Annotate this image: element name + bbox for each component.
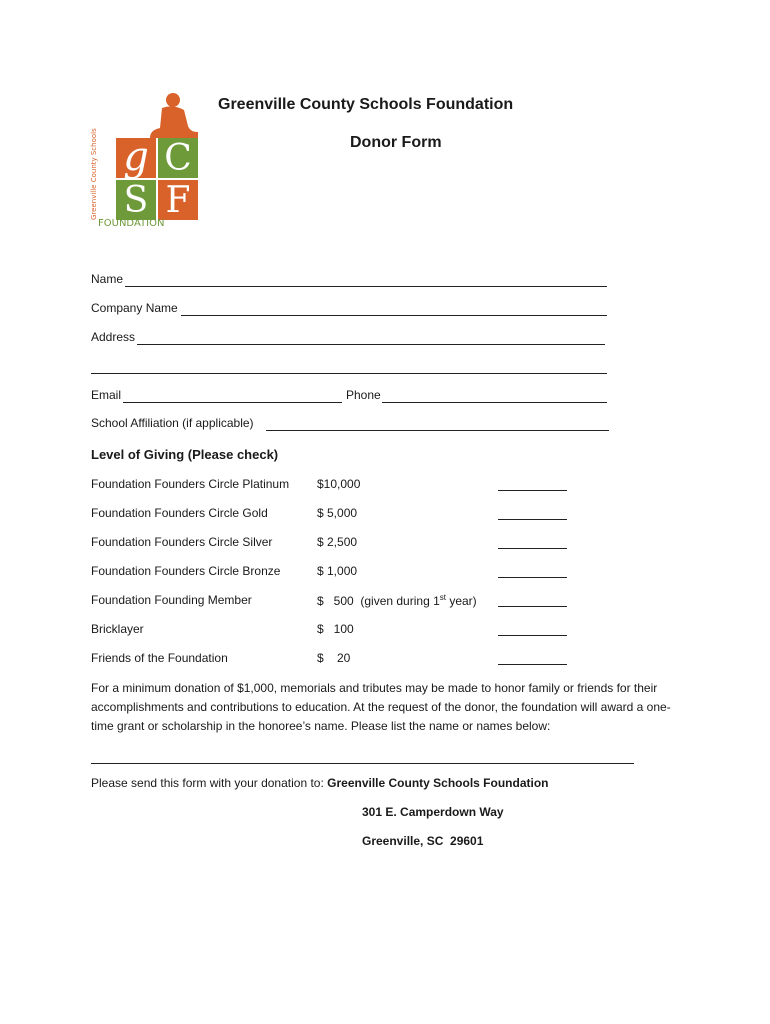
tier-name: Foundation Founders Circle Bronze — [91, 564, 281, 578]
tier-amount: $ 5,000 — [317, 506, 358, 520]
honoree-names-line[interactable] — [91, 763, 634, 764]
logo-letter-c: C — [164, 138, 192, 179]
tier-amount-founding — [317, 593, 477, 608]
tier-check-line[interactable] — [498, 635, 567, 636]
tier-amount: $ 1,000 — [317, 564, 358, 578]
send-street: 301 E. Camperdown Way — [362, 805, 504, 819]
tier-check-line[interactable] — [498, 606, 567, 607]
tier-check-line[interactable] — [498, 664, 567, 665]
name-label: Name — [91, 272, 124, 286]
phone-label: Phone — [346, 388, 381, 402]
address-label: Address — [91, 330, 136, 344]
gcsf-logo — [80, 92, 205, 230]
send-line — [91, 776, 549, 790]
name-line[interactable] — [125, 286, 607, 287]
logo-letter-g: g — [123, 134, 149, 180]
logo-letter-f: F — [165, 180, 191, 221]
memorial-paragraph: For a minimum donation of $1,000, memorials and tributes may be made to honor family or friends for their accomplishments and contributions to education. At the request of the donor, the foundation will award a one-time grant or scholarship in the honoree’s name. Please list the name or names below: — [91, 681, 671, 733]
tier-name: Foundation Founders Circle Gold — [91, 506, 268, 520]
ordinal-suffix: st — [439, 593, 446, 602]
form-subtitle: Donor Form — [350, 134, 442, 151]
giving-heading: Level of Giving (Please check) — [91, 447, 279, 462]
tier-check-line[interactable] — [498, 490, 567, 491]
tier-amount: $10,000 — [317, 477, 361, 491]
phone-line[interactable] — [382, 402, 607, 403]
tier-name: Bricklayer — [91, 622, 144, 636]
email-line[interactable] — [123, 402, 342, 403]
tier-name: Foundation Founders Circle Silver — [91, 535, 273, 549]
email-label: Email — [91, 388, 122, 402]
tier-amount: $ 20 — [317, 651, 351, 665]
tier-check-line[interactable] — [498, 577, 567, 578]
send-prefix: Please send this form with your donation to: — [91, 776, 324, 790]
tier-amount: $ 2,500 — [317, 535, 358, 549]
tier-amount-tail: year) — [445, 594, 477, 608]
tier-amount: $ 100 — [317, 622, 354, 636]
tier-name: Foundation Founders Circle Platinum — [91, 477, 290, 491]
school-line[interactable] — [266, 430, 609, 431]
form-title: Greenville County Schools Foundation — [218, 96, 514, 113]
logo-side-text: Greenville County Schools — [90, 128, 98, 220]
company-line[interactable] — [181, 315, 607, 316]
tier-name: Friends of the Foundation — [91, 651, 228, 665]
tier-check-line[interactable] — [498, 519, 567, 520]
address-line[interactable] — [137, 344, 605, 345]
tier-amount: $ 500 (given during 1 — [317, 594, 440, 608]
logo-letter-s: S — [123, 180, 149, 221]
tier-name: Foundation Founding Member — [91, 593, 252, 607]
tier-check-line[interactable] — [498, 548, 567, 549]
school-label: School Affiliation (if applicable) — [91, 416, 254, 430]
address-line-2[interactable] — [91, 373, 607, 374]
send-org: Greenville County Schools Foundation — [327, 776, 549, 790]
logo-bottom-text: FOUNDATION — [98, 218, 165, 229]
send-city: Greenville, SC 29601 — [362, 834, 484, 848]
company-label: Company Name — [91, 301, 178, 315]
